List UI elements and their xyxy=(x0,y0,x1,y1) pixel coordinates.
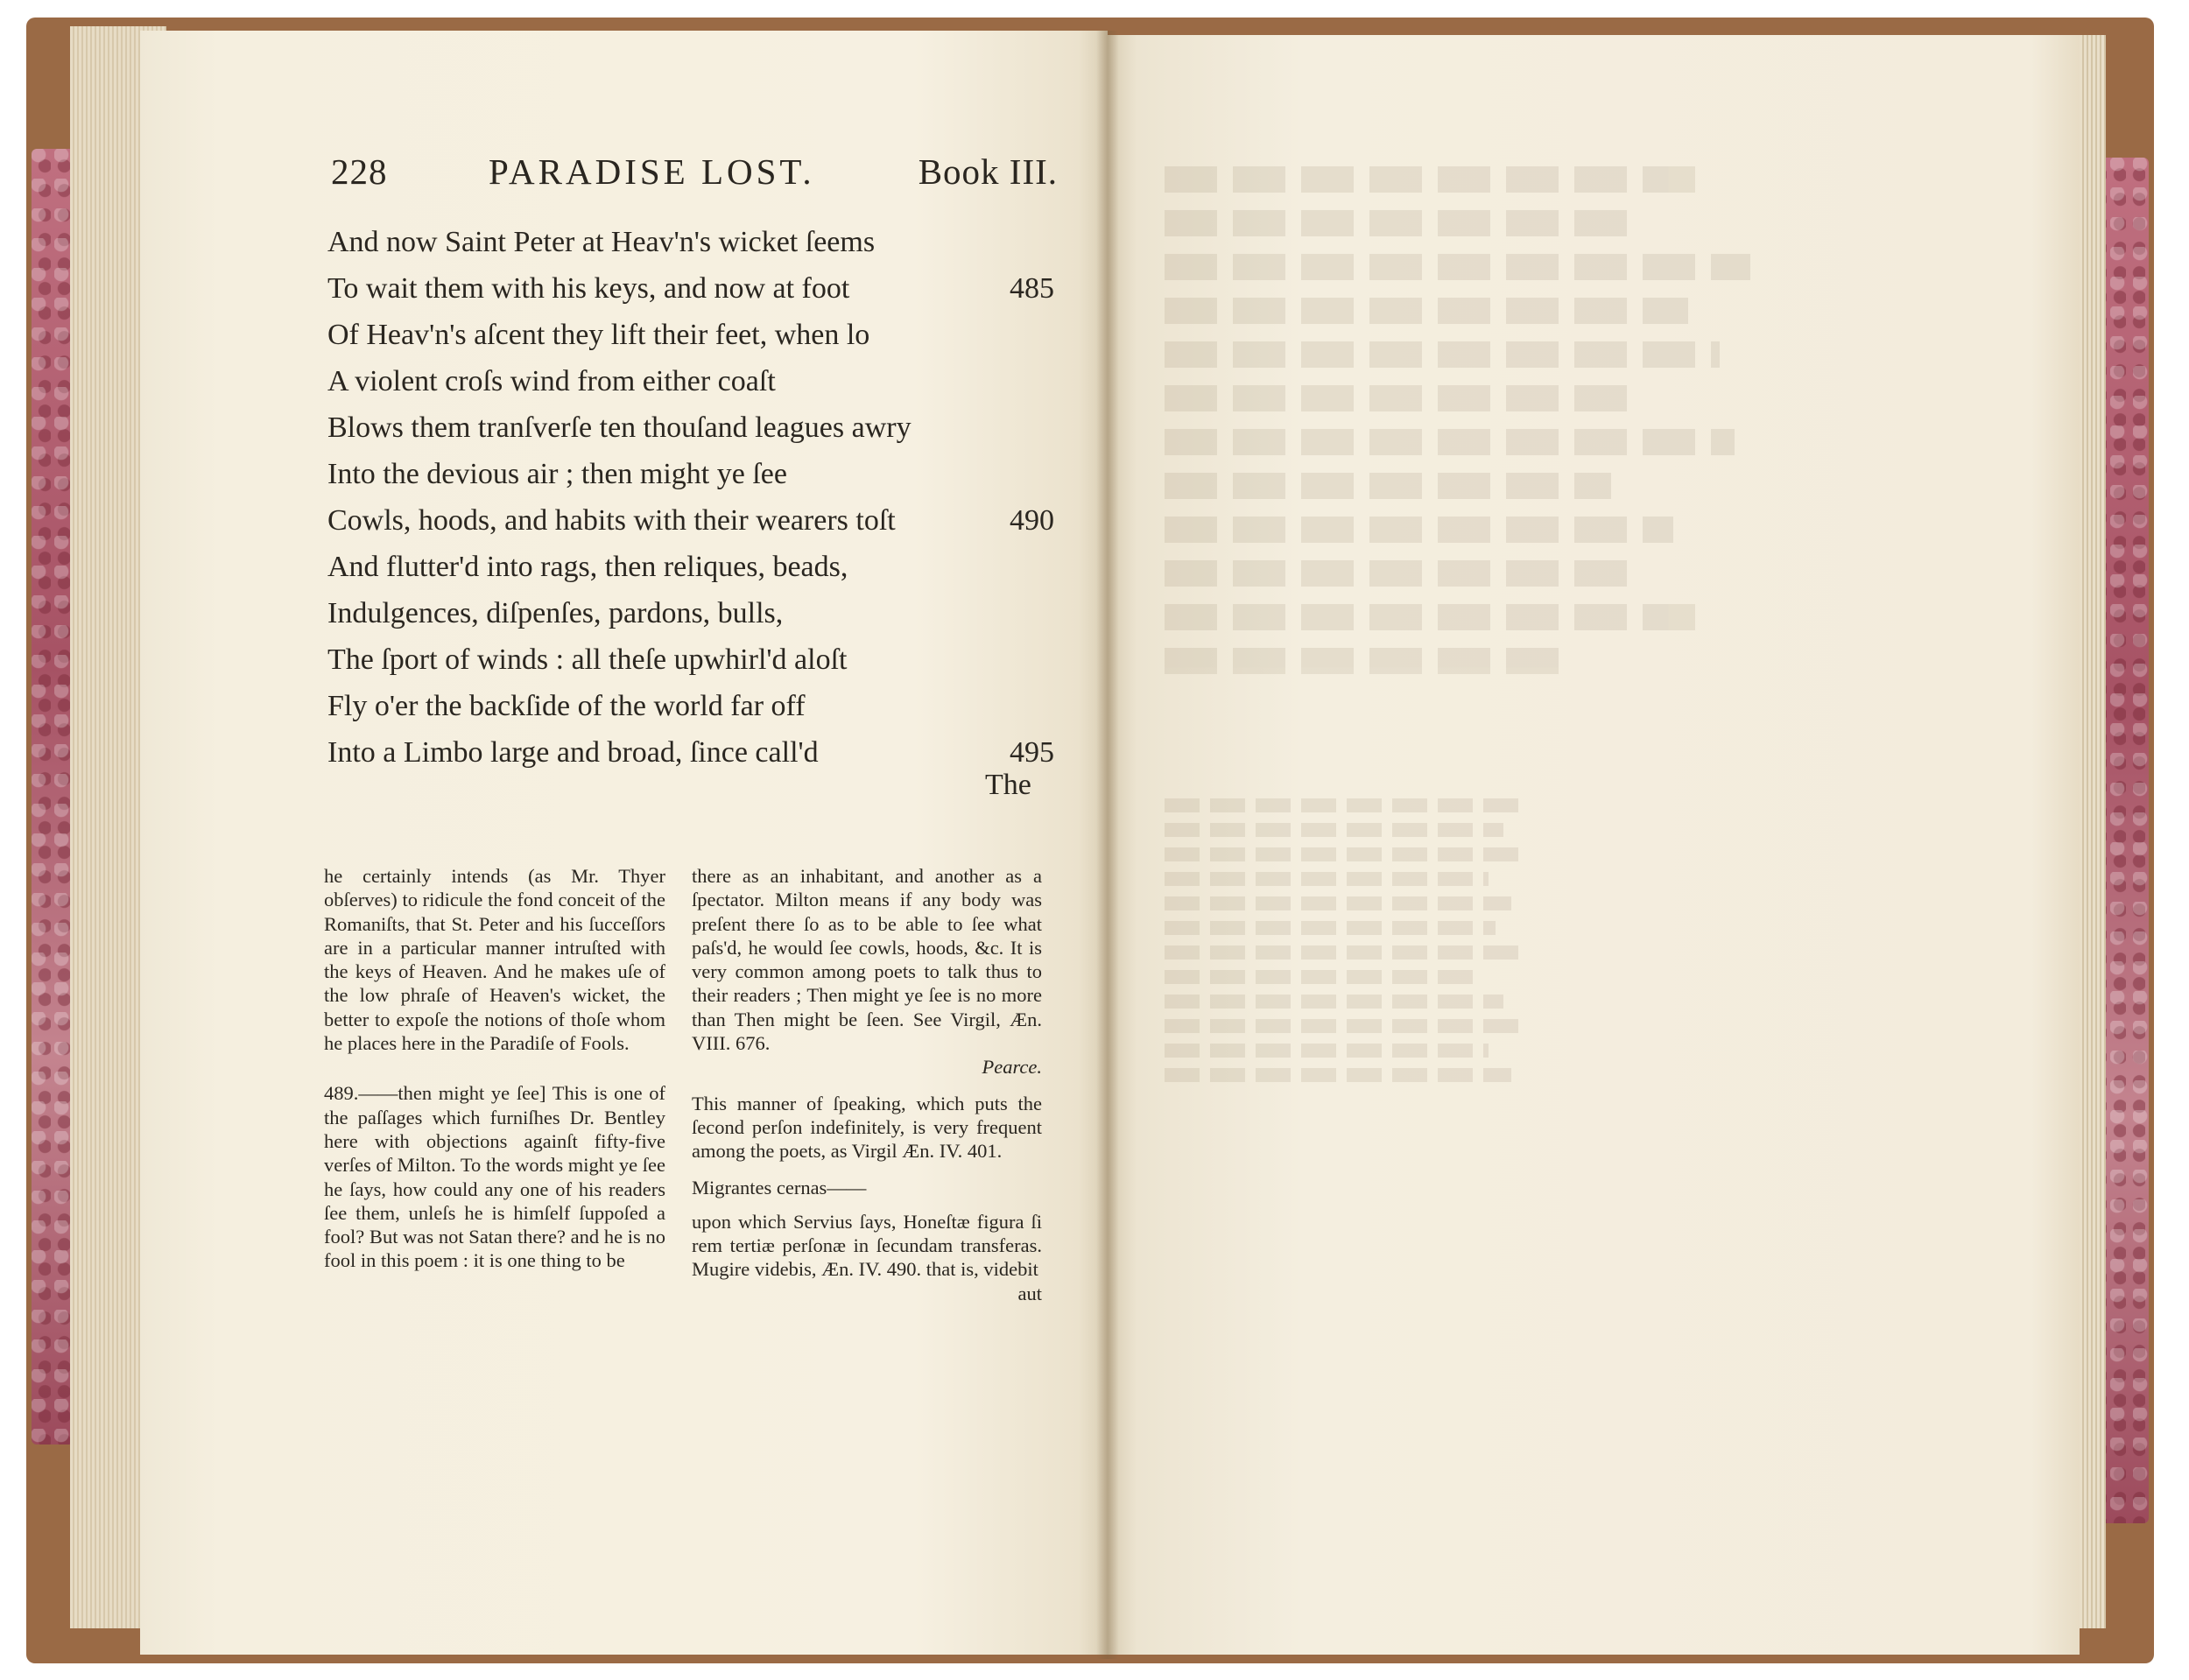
page-number: 228 xyxy=(331,151,388,192)
verse-line: And now Saint Peter at Heav'n's wicket ſeems xyxy=(327,226,876,258)
book-label: Book III. xyxy=(918,151,1058,192)
verse-line: Blows them tranſverſe ten thouſand leagues awry xyxy=(327,411,911,444)
note-paragraph: there as an inhabitant, and another as a ſpectator. Milton means if any body was preſent there ſo as to be able to ſee what paſs'd, he would ſee cowls, hoods, &c. It is very common among poets to talk thus to their readers ; Then might ye ſee is no more than Then might be ſeen. See Virgil, Æn. VIII. 676. xyxy=(692,865,1042,1055)
latin-quote: Migrantes cernas—— xyxy=(692,1176,867,1198)
note-signature: Pearce. xyxy=(982,1056,1042,1079)
verse-line: Into a Limbo large and broad, ſince call'd 495 xyxy=(327,729,1054,776)
note-paragraph: This manner of ſpeaking, which puts the ſecond perſon indefinitely, is very frequent among the poets, as Virgil Æn. IV. 401. xyxy=(692,1092,1042,1163)
verse-line: Indulgences, diſpenſes, pardons, bulls, xyxy=(327,597,784,629)
line-number: 495 xyxy=(1010,736,1054,769)
notes-column-left xyxy=(324,864,665,1273)
notes-catchword: aut xyxy=(1017,1282,1042,1304)
note-paragraph: he certainly intends (as Mr. Thyer obſerves) to ridicule the fond conceit of the Romaniſts, that St. Peter and his ſucceſſors are in a particular manner intruſted with the keys of Heaven. And he makes uſe of the low phraſe of Heaven's wicket, the better to expoſe the notions of thoſe whom he places here in the Paradiſe of Fools. xyxy=(324,865,665,1055)
line-number: 490 xyxy=(1010,504,1054,537)
page-header xyxy=(331,151,1058,200)
note-paragraph: upon which Servius ſays, Honeſtæ figura ſi rem tertiæ perſonæ in ſecundam transferas. Mugire videbis, Æn. IV. 490. that is, videbit xyxy=(692,1210,1042,1281)
verse-line: The ſport of winds : all theſe upwhirl'd aloſt xyxy=(327,643,848,676)
verse-line: A violent croſs wind from either coaſt xyxy=(327,365,776,397)
verse-block xyxy=(327,219,1054,776)
verse-catchword: The xyxy=(985,769,1031,801)
verse-line: Into the devious air ; then might ye ſee xyxy=(327,458,787,490)
show-through-text xyxy=(1165,149,1935,1445)
book-gutter xyxy=(1096,31,1119,1659)
verse-line: Of Heav'n's aſcent they lift their feet, when lo xyxy=(327,319,870,351)
note-paragraph: 489.——then might ye ſee] This is one of the paſſages which furniſhes Dr. Bentley here with objections againſt fifty-five verſes of Milton. To the words might ye ſee he ſays, how could any one of his readers ſee them, unleſs he is himſelf ſuppoſed a fool? But was not Satan there? and he is no fool in this poem : it is one thing to be xyxy=(324,1082,665,1272)
verse-line: And flutter'd into rags, then reliques, beads, xyxy=(327,551,848,583)
verse-line: To wait them with his keys, and now at foot 485 xyxy=(327,265,1054,312)
notes-column-right xyxy=(692,864,1042,1305)
verse-line: Cowls, hoods, and habits with their wearers toſt 490 xyxy=(327,497,1054,544)
running-title: PARADISE LOST. xyxy=(489,151,815,192)
line-number: 485 xyxy=(1010,272,1054,305)
verse-line: Fly o'er the backſide of the world far off xyxy=(327,690,806,722)
